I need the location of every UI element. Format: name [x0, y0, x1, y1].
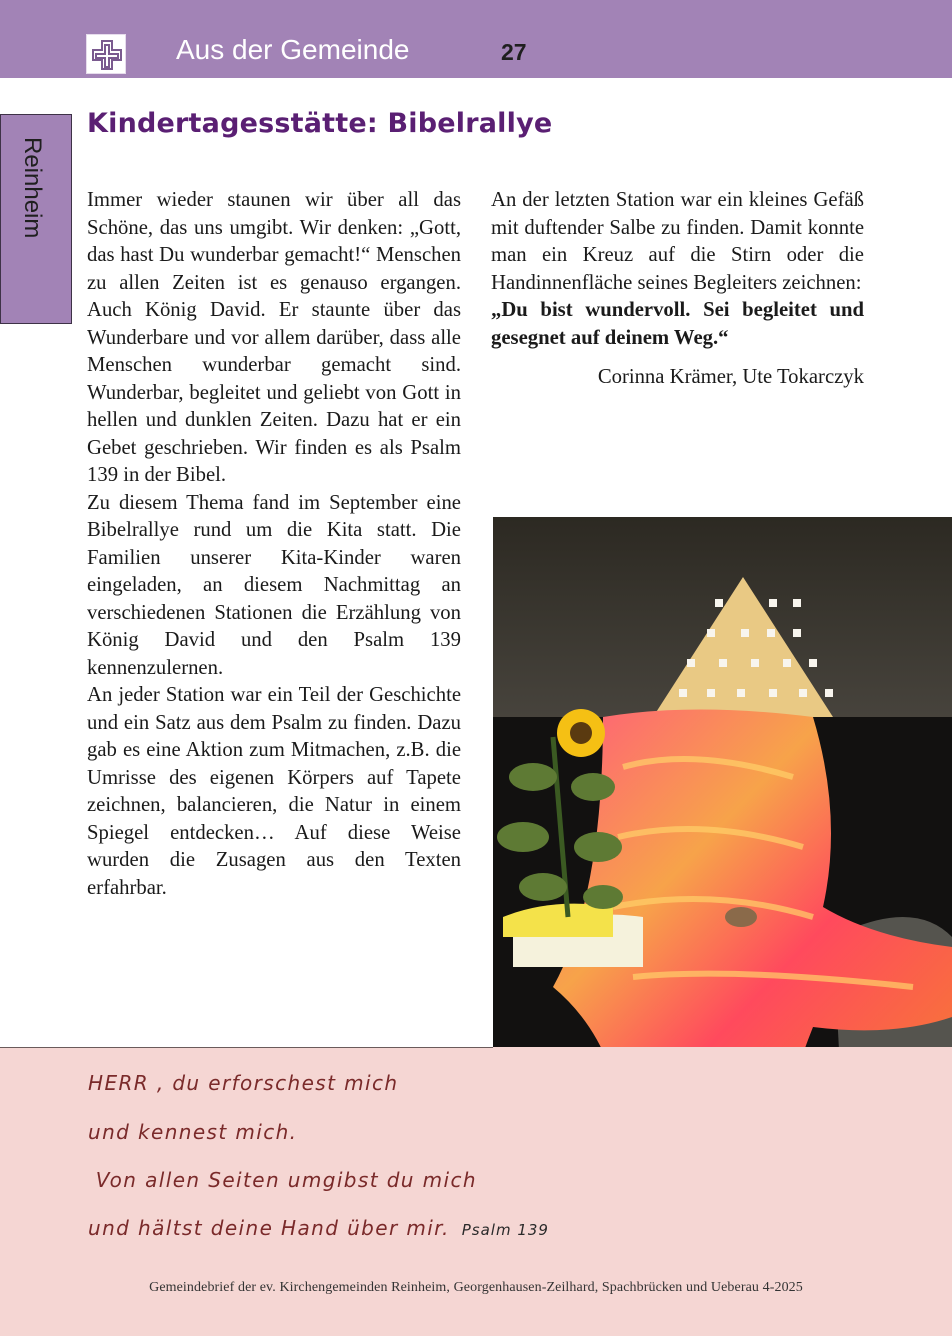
- side-tab-label: Reinheim: [19, 137, 46, 239]
- psalm-line-1: HERR , du erforschest mich: [88, 1071, 399, 1095]
- psalm-reference: Psalm 139: [461, 1221, 549, 1239]
- psalm-line-4-text: und hältst deine Hand über mir.: [88, 1216, 450, 1240]
- article-left-column: [87, 187, 461, 902]
- psalm-line-4: [88, 1216, 549, 1240]
- page-number: 27: [501, 39, 527, 65]
- side-tab-reinheim: [0, 114, 72, 324]
- article-right-column: [491, 187, 864, 392]
- altar-photo: [493, 517, 952, 1125]
- paragraph-3: An jeder Station war ein Teil der Geschichte und ein Satz aus dem Psalm zu finden. Dazu gab es eine Aktion zum Mitmachen, z.B. die Umrisse des eigenen Körpers auf Tapete zeichnen, balancieren, die Natur in einem Spiegel entdecken… Auf diese Weise wurden die Zusagen aus den Texten erfahrbar.: [87, 684, 461, 899]
- paragraph-2: Zu diesem Thema fand im September eine Bibelrallye rund um die Kita statt. Die Familien unserer Kita-Kinder waren eingeladen, an diesem Nachmittag an verschiedenen Stationen die Erzählung von König David und den Psalm 139 kennenzulernen.: [87, 491, 461, 679]
- psalm-line-3: Von allen Seiten umgibst du mich: [88, 1168, 477, 1192]
- header-bar: [0, 0, 952, 78]
- psalm-divider: [0, 1047, 493, 1048]
- footer: Gemeindebrief der ev. Kirchengemeinden Reinheim, Georgenhausen-Zeilhard, Spachbrücken und Ueberau 4-2025: [149, 1280, 803, 1295]
- blessing-quote: „Du bist wundervoll. Sei begleitet und gesegnet auf deinem Weg.“: [491, 299, 864, 349]
- paragraph-1: Immer wieder staunen wir über all das Schöne, das uns umgibt. Wir denken: „Gott, das hast Du wunderbar gemacht!“ Menschen zu allen Zeiten ist es genauso ergangen. Auch König David. Er staunte über das Wunderbare und vor allem darüber, dass alle Menschen wunderbar gemacht sind. Wunderbar, begleitet und geliebt von Gott in hellen und dunklen Zeiten. Dazu hat er ein Gebet geschrieben. Wir finden es als Psalm 139 in der Bibel.: [87, 189, 461, 486]
- paragraph-4: An der letzten Station war ein kleines Gefäß mit duftender Salbe zu finden. Damit konnte man ein Kreuz auf die Stirn oder die Handinnenfläche seines Begleiters zeichnen:: [491, 189, 864, 294]
- church-cross-logo-icon: [86, 34, 126, 74]
- article-title: Kindertagesstätte: Bibelrallye: [87, 108, 553, 139]
- authors: Corinna Krämer, Ute Tokarczyk: [597, 366, 864, 388]
- psalm-line-2: und kennest mich.: [88, 1120, 298, 1144]
- section-title: Aus der Gemeinde: [176, 34, 410, 65]
